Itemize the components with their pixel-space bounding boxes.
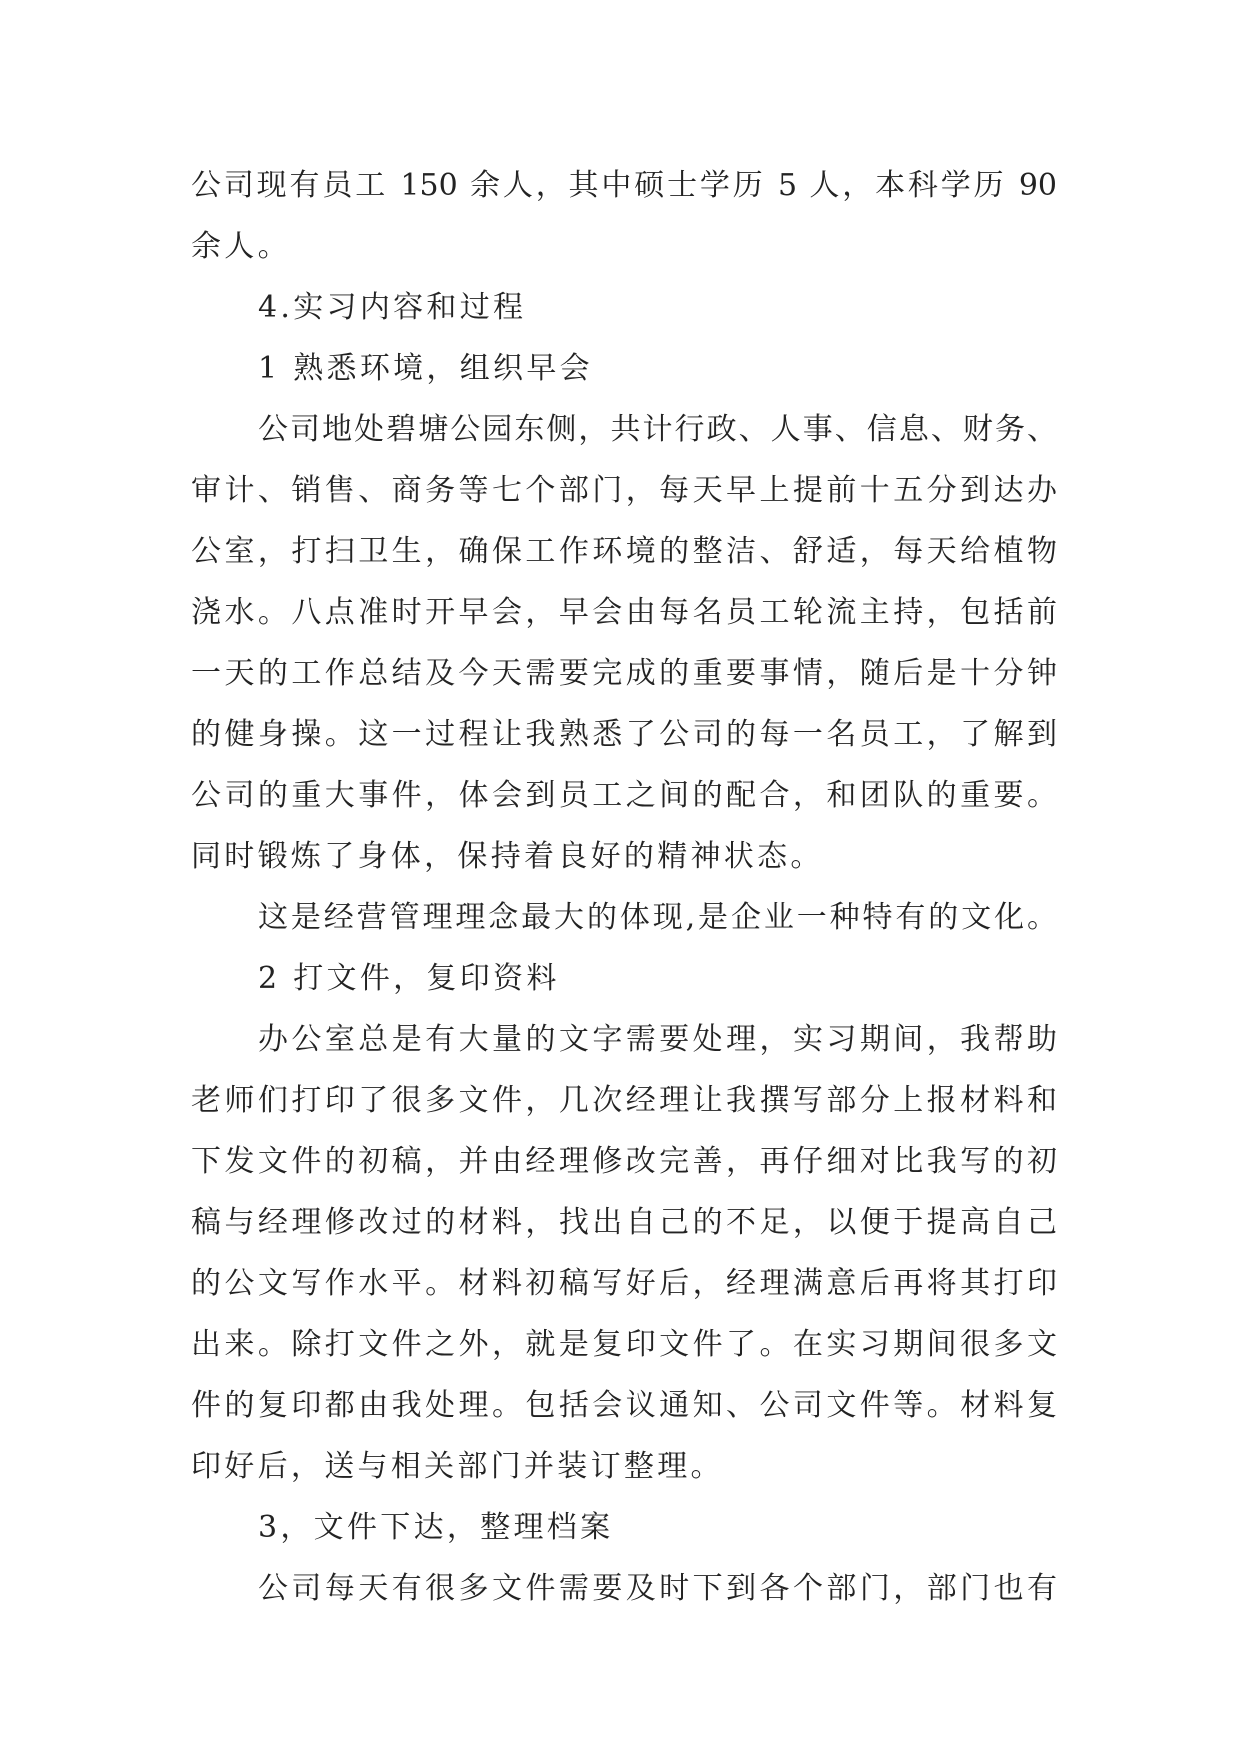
text-line: 余人。 (191, 229, 291, 264)
text-line: 一天的工作总结及今天需要完成的重要事情，随后是十分钟 (191, 656, 1057, 691)
text-line: 办公室总是有大量的文字需要处理，实习期间，我帮助 (258, 1022, 1057, 1057)
text-line: 公司的重大事件，体会到员工之间的配合，和团队的重要。 (191, 778, 1057, 813)
text-line: 的健身操。这一过程让我熟悉了公司的每一名员工，了解到 (191, 717, 1057, 752)
text-line: 这是经营管理理念最大的体现,是企业一种特有的文化。 (258, 900, 1057, 935)
text-line: 稿与经理修改过的材料，找出自己的不足，以便于提高自己 (191, 1205, 1057, 1240)
subsection-heading: 2 打文件，复印资料 (258, 961, 560, 996)
text-line: 公司地处碧塘公园东侧，共计行政、人事、信息、财务、 (258, 412, 1057, 447)
body-text (191, 155, 1057, 1619)
text-line: 浇水。八点准时开早会，早会由每名员工轮流主持，包括前 (191, 595, 1057, 630)
subsection-heading: 1 熟悉环境，组织早会 (258, 351, 593, 386)
text-line: 印好后，送与相关部门并装订整理。 (191, 1449, 724, 1484)
text-line: 出来。除打文件之外，就是复印文件了。在实习期间很多文 (191, 1327, 1057, 1362)
text-line: 公司每天有很多文件需要及时下到各个部门，部门也有 (258, 1571, 1057, 1606)
text-line: 件的复印都由我处理。包括会议通知、公司文件等。材料复 (191, 1388, 1057, 1423)
text-line: 的公文写作水平。材料初稿写好后，经理满意后再将其打印 (191, 1266, 1057, 1301)
text-line: 老师们打印了很多文件，几次经理让我撰写部分上报材料和 (191, 1083, 1057, 1118)
text-line: 同时锻炼了身体，保持着良好的精神状态。 (191, 839, 824, 874)
text-line: 审计、销售、商务等七个部门，每天早上提前十五分到达办 (191, 473, 1057, 508)
section-heading: 4.实习内容和过程 (258, 290, 527, 325)
text-line: 公室，打扫卫生，确保工作环境的整洁、舒适，每天给植物 (191, 534, 1057, 569)
subsection-heading: 3，文件下达，整理档案 (258, 1510, 614, 1545)
text-line: 公司现有员工 150 余人，其中硕士学历 5 人，本科学历 90 (191, 168, 1057, 203)
text-line: 下发文件的初稿，并由经理修改完善，再仔细对比我写的初 (191, 1144, 1057, 1179)
